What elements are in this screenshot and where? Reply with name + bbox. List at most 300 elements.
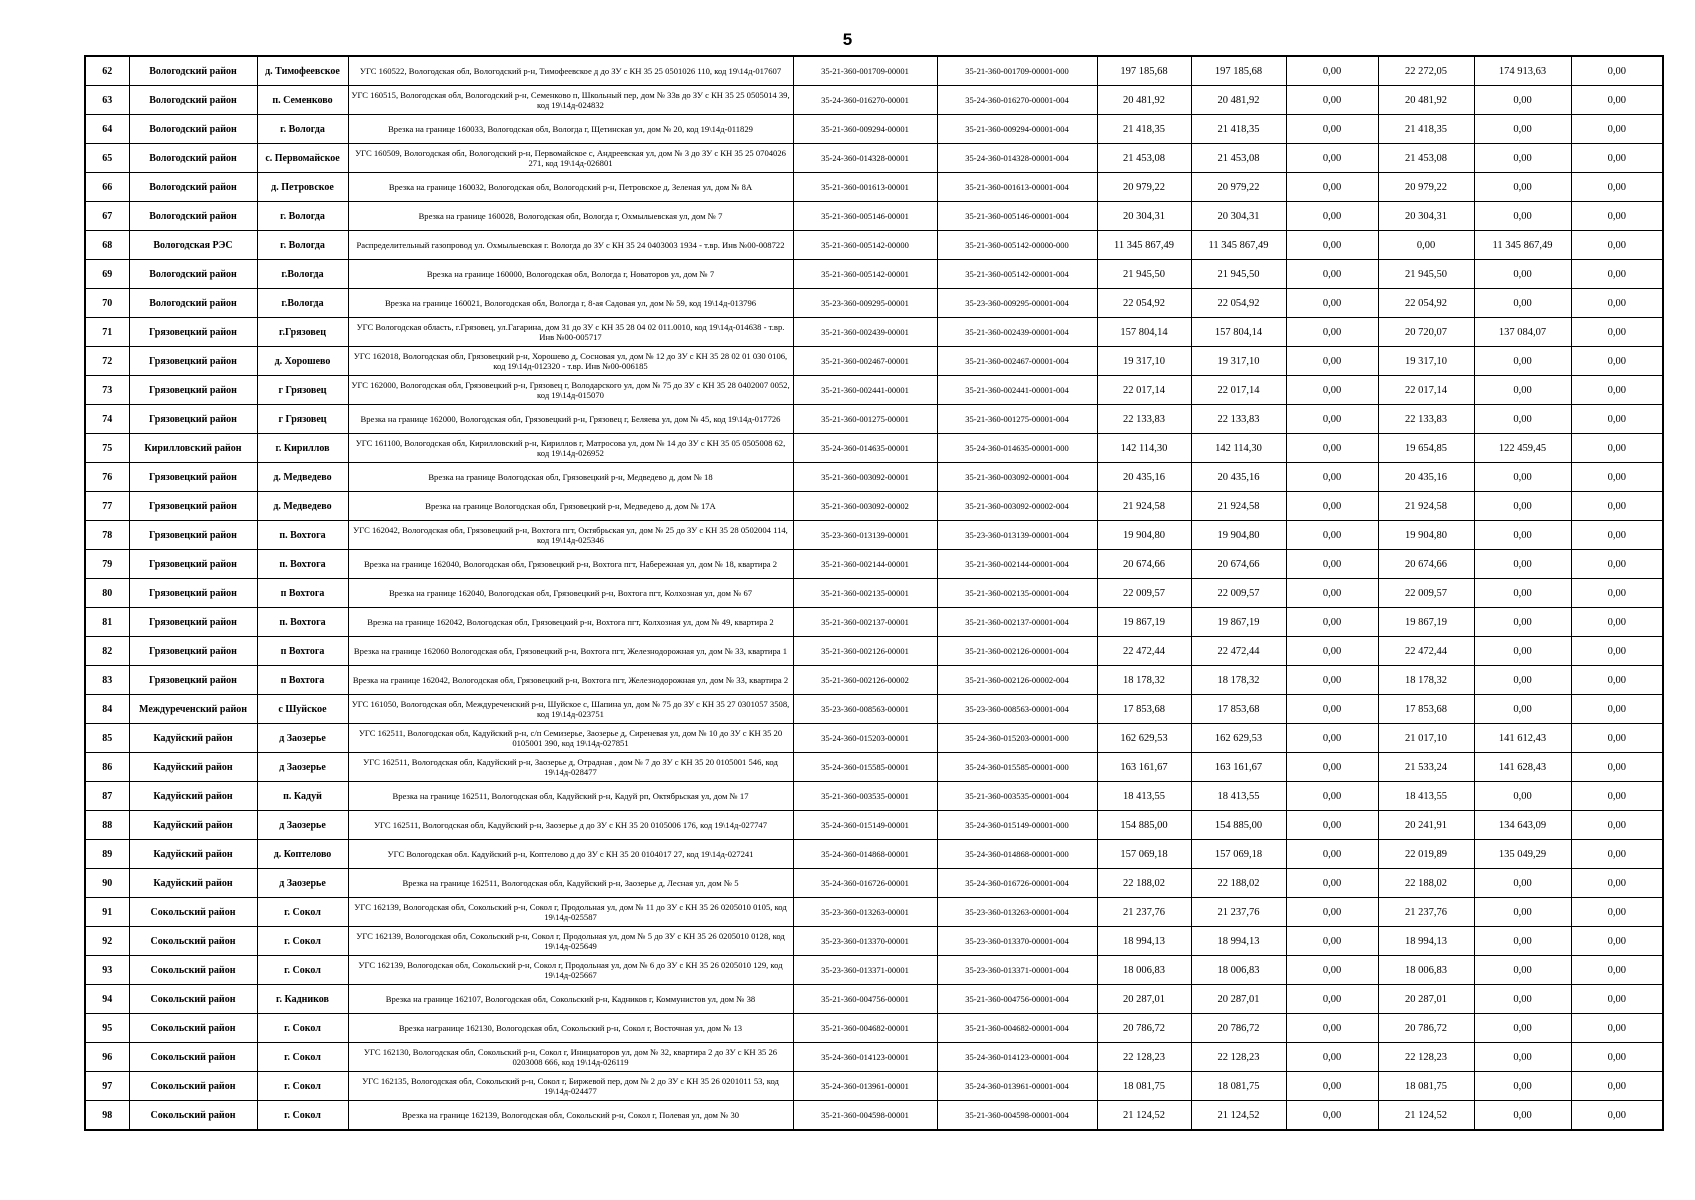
value-part-2-cell: 141 628,43	[1474, 753, 1571, 782]
row-number: 94	[85, 985, 129, 1014]
region-cell: Вологодский район	[129, 86, 257, 115]
value-part-2-cell: 0,00	[1474, 782, 1571, 811]
value-part-1-cell: 19 654,85	[1378, 434, 1474, 463]
object-code-cell: 35-23-360-009295-00001-004	[937, 289, 1097, 318]
value-part-1-cell: 20 304,31	[1378, 202, 1474, 231]
region-cell: Сокольский район	[129, 956, 257, 985]
inventory-code-cell: 35-23-360-013370-00001	[793, 927, 937, 956]
object-description-cell: УГС 162130, Вологодская обл, Сокольский р-н, Сокол г, Инициаторов ул, дом № 32, квартира 2 до ЗУ с КН 35 26 0203008 666, код 19\14д-026119	[348, 1043, 793, 1072]
initial-cost-cell: 154 885,00	[1097, 811, 1191, 840]
object-description-cell: УГС 162139, Вологодская обл, Сокольский р-н, Сокол г, Продольная ул, дом № 6 до ЗУ с КН 35 26 0205010 129, код 19\14д-025667	[348, 956, 793, 985]
value-part-1-cell: 21 533,24	[1378, 753, 1474, 782]
table-row	[85, 1014, 1663, 1043]
value-part-1-cell: 20 481,92	[1378, 86, 1474, 115]
table-row	[85, 753, 1663, 782]
locality-cell: г.Вологда	[257, 260, 348, 289]
object-code-cell: 35-21-360-005142-00000-000	[937, 231, 1097, 260]
inventory-code-cell: 35-21-360-002441-00001	[793, 376, 937, 405]
region-cell: Сокольский район	[129, 1014, 257, 1043]
region-cell: Грязовецкий район	[129, 405, 257, 434]
residual-value-cell: 0,00	[1571, 260, 1663, 289]
depreciation-cell: 0,00	[1286, 289, 1378, 318]
object-description-cell: Врезка награнице 162130, Вологодская обл, Сокольский р-н, Сокол г, Восточная ул, дом № 13	[348, 1014, 793, 1043]
object-code-cell: 35-23-360-013263-00001-004	[937, 898, 1097, 927]
initial-cost-cell: 22 017,14	[1097, 376, 1191, 405]
region-cell: Кадуйский район	[129, 724, 257, 753]
row-number: 67	[85, 202, 129, 231]
object-code-cell: 35-24-360-016270-00001-004	[937, 86, 1097, 115]
region-cell: Грязовецкий район	[129, 347, 257, 376]
object-code-cell: 35-23-360-013371-00001-004	[937, 956, 1097, 985]
object-description-cell: УГС 162135, Вологодская обл, Сокольский р-н, Сокол г, Биржевой пер, дом № 2 до ЗУ с КН 35 26 0201011 53, код 19\14д-024477	[348, 1072, 793, 1101]
residual-value-cell: 0,00	[1571, 289, 1663, 318]
value-part-1-cell: 21 945,50	[1378, 260, 1474, 289]
region-cell: Грязовецкий район	[129, 608, 257, 637]
row-number: 76	[85, 463, 129, 492]
depreciation-cell: 0,00	[1286, 56, 1378, 86]
inventory-code-cell: 35-21-360-003535-00001	[793, 782, 937, 811]
book-value-cell: 21 924,58	[1191, 492, 1286, 521]
initial-cost-cell: 11 345 867,49	[1097, 231, 1191, 260]
inventory-code-cell: 35-23-360-013263-00001	[793, 898, 937, 927]
value-part-2-cell: 174 913,63	[1474, 56, 1571, 86]
inventory-code-cell: 35-24-360-014328-00001	[793, 144, 937, 173]
book-value-cell: 17 853,68	[1191, 695, 1286, 724]
locality-cell: д. Хорошево	[257, 347, 348, 376]
value-part-2-cell: 0,00	[1474, 927, 1571, 956]
inventory-code-cell: 35-21-360-002439-00001	[793, 318, 937, 347]
residual-value-cell: 0,00	[1571, 985, 1663, 1014]
initial-cost-cell: 22 472,44	[1097, 637, 1191, 666]
object-code-cell: 35-21-360-002137-00001-004	[937, 608, 1097, 637]
residual-value-cell: 0,00	[1571, 724, 1663, 753]
book-value-cell: 21 124,52	[1191, 1101, 1286, 1131]
value-part-1-cell: 22 054,92	[1378, 289, 1474, 318]
inventory-code-cell: 35-23-360-013139-00001	[793, 521, 937, 550]
locality-cell: д Заозерье	[257, 811, 348, 840]
table-row	[85, 927, 1663, 956]
table-row	[85, 347, 1663, 376]
inventory-code-cell: 35-24-360-014868-00001	[793, 840, 937, 869]
value-part-2-cell: 0,00	[1474, 608, 1571, 637]
book-value-cell: 21 453,08	[1191, 144, 1286, 173]
value-part-1-cell: 18 994,13	[1378, 927, 1474, 956]
object-description-cell: Врезка на границе 162139, Вологодская обл, Сокольский р-н, Сокол г, Полевая ул, дом № 30	[348, 1101, 793, 1131]
row-number: 68	[85, 231, 129, 260]
depreciation-cell: 0,00	[1286, 405, 1378, 434]
table-row	[85, 202, 1663, 231]
object-description-cell: Врезка на границе 162040, Вологодская обл, Грязовецкий р-н, Вохтога пгт, Колхозная ул, дом № 67	[348, 579, 793, 608]
locality-cell: п Вохтога	[257, 637, 348, 666]
initial-cost-cell: 21 453,08	[1097, 144, 1191, 173]
region-cell: Грязовецкий район	[129, 637, 257, 666]
book-value-cell: 20 674,66	[1191, 550, 1286, 579]
locality-cell: г.Вологда	[257, 289, 348, 318]
row-number: 82	[85, 637, 129, 666]
depreciation-cell: 0,00	[1286, 86, 1378, 115]
object-description-cell: Врезка на границе 162511, Вологодская обл, Кадуйский р-н, Заозерье д, Лесная ул, дом № 5	[348, 869, 793, 898]
row-number: 66	[85, 173, 129, 202]
depreciation-cell: 0,00	[1286, 521, 1378, 550]
object-description-cell: УГС 162511, Вологодская обл, Кадуйский р-н, Заозерье д, Отрадная , дом № 7 до ЗУ с КН 35 20 0105001 546, код 19\14д-028477	[348, 753, 793, 782]
value-part-2-cell: 137 084,07	[1474, 318, 1571, 347]
row-number: 86	[85, 753, 129, 782]
value-part-1-cell: 21 017,10	[1378, 724, 1474, 753]
value-part-1-cell: 18 413,55	[1378, 782, 1474, 811]
residual-value-cell: 0,00	[1571, 1072, 1663, 1101]
value-part-1-cell: 22 472,44	[1378, 637, 1474, 666]
value-part-2-cell: 0,00	[1474, 579, 1571, 608]
inventory-code-cell: 35-21-360-004598-00001	[793, 1101, 937, 1131]
inventory-code-cell: 35-24-360-013961-00001	[793, 1072, 937, 1101]
value-part-1-cell: 22 017,14	[1378, 376, 1474, 405]
object-code-cell: 35-21-360-002439-00001-004	[937, 318, 1097, 347]
depreciation-cell: 0,00	[1286, 724, 1378, 753]
object-description-cell: Врезка на границе 162511, Вологодская обл, Кадуйский р-н, Кадуй рп, Октябрьская ул, дом № 17	[348, 782, 793, 811]
value-part-2-cell: 0,00	[1474, 521, 1571, 550]
region-cell: Вологодский район	[129, 144, 257, 173]
row-number: 69	[85, 260, 129, 289]
value-part-2-cell: 141 612,43	[1474, 724, 1571, 753]
depreciation-cell: 0,00	[1286, 347, 1378, 376]
locality-cell: г. Сокол	[257, 898, 348, 927]
value-part-2-cell: 0,00	[1474, 956, 1571, 985]
object-code-cell: 35-21-360-005142-00001-004	[937, 260, 1097, 289]
initial-cost-cell: 19 317,10	[1097, 347, 1191, 376]
value-part-1-cell: 18 006,83	[1378, 956, 1474, 985]
book-value-cell: 22 017,14	[1191, 376, 1286, 405]
locality-cell: д Заозерье	[257, 724, 348, 753]
object-code-cell: 35-21-360-005146-00001-004	[937, 202, 1097, 231]
locality-cell: д. Медведево	[257, 492, 348, 521]
depreciation-cell: 0,00	[1286, 811, 1378, 840]
initial-cost-cell: 22 133,83	[1097, 405, 1191, 434]
locality-cell: г. Сокол	[257, 1043, 348, 1072]
row-number: 74	[85, 405, 129, 434]
initial-cost-cell: 17 853,68	[1097, 695, 1191, 724]
depreciation-cell: 0,00	[1286, 144, 1378, 173]
depreciation-cell: 0,00	[1286, 492, 1378, 521]
object-code-cell: 35-21-360-001613-00001-004	[937, 173, 1097, 202]
row-number: 83	[85, 666, 129, 695]
depreciation-cell: 0,00	[1286, 550, 1378, 579]
locality-cell: п. Вохтога	[257, 550, 348, 579]
table-row	[85, 724, 1663, 753]
value-part-1-cell: 20 241,91	[1378, 811, 1474, 840]
object-code-cell: 35-21-360-003535-00001-004	[937, 782, 1097, 811]
value-part-1-cell: 22 009,57	[1378, 579, 1474, 608]
value-part-2-cell: 122 459,45	[1474, 434, 1571, 463]
locality-cell: д. Тимофеевское	[257, 56, 348, 86]
assets-table	[84, 55, 1664, 1131]
table-row	[85, 956, 1663, 985]
value-part-1-cell: 21 124,52	[1378, 1101, 1474, 1131]
row-number: 81	[85, 608, 129, 637]
value-part-2-cell: 0,00	[1474, 376, 1571, 405]
table-row	[85, 463, 1663, 492]
table-row	[85, 579, 1663, 608]
object-description-cell: Врезка на границе 162107, Вологодская обл, Сокольский р-н, Кадников г, Коммунистов ул, дом № 38	[348, 985, 793, 1014]
initial-cost-cell: 18 081,75	[1097, 1072, 1191, 1101]
depreciation-cell: 0,00	[1286, 463, 1378, 492]
table-row	[85, 260, 1663, 289]
locality-cell: п. Вохтога	[257, 608, 348, 637]
value-part-2-cell: 0,00	[1474, 869, 1571, 898]
row-number: 93	[85, 956, 129, 985]
region-cell: Грязовецкий район	[129, 666, 257, 695]
inventory-code-cell: 35-21-360-001275-00001	[793, 405, 937, 434]
book-value-cell: 11 345 867,49	[1191, 231, 1286, 260]
table-row	[85, 56, 1663, 86]
row-number: 89	[85, 840, 129, 869]
locality-cell: г. Вологда	[257, 115, 348, 144]
residual-value-cell: 0,00	[1571, 869, 1663, 898]
value-part-2-cell: 0,00	[1474, 173, 1571, 202]
object-code-cell: 35-24-360-014328-00001-004	[937, 144, 1097, 173]
object-description-cell: УГС 161100, Вологодская обл, Кирилловский р-н, Кириллов г, Матросова ул, дом № 14 до ЗУ с КН 35 05 0505008 62, код 19\14д-026952	[348, 434, 793, 463]
region-cell: Вологодская РЭС	[129, 231, 257, 260]
value-part-2-cell: 0,00	[1474, 347, 1571, 376]
initial-cost-cell: 20 786,72	[1097, 1014, 1191, 1043]
depreciation-cell: 0,00	[1286, 318, 1378, 347]
value-part-2-cell: 134 643,09	[1474, 811, 1571, 840]
initial-cost-cell: 163 161,67	[1097, 753, 1191, 782]
depreciation-cell: 0,00	[1286, 1101, 1378, 1131]
book-value-cell: 22 472,44	[1191, 637, 1286, 666]
depreciation-cell: 0,00	[1286, 1072, 1378, 1101]
inventory-code-cell: 35-21-360-004756-00001	[793, 985, 937, 1014]
book-value-cell: 18 081,75	[1191, 1072, 1286, 1101]
value-part-2-cell: 0,00	[1474, 260, 1571, 289]
initial-cost-cell: 21 124,52	[1097, 1101, 1191, 1131]
object-code-cell: 35-23-360-008563-00001-004	[937, 695, 1097, 724]
table-row	[85, 666, 1663, 695]
residual-value-cell: 0,00	[1571, 115, 1663, 144]
region-cell: Сокольский район	[129, 927, 257, 956]
residual-value-cell: 0,00	[1571, 1043, 1663, 1072]
value-part-2-cell: 0,00	[1474, 1101, 1571, 1131]
value-part-2-cell: 11 345 867,49	[1474, 231, 1571, 260]
residual-value-cell: 0,00	[1571, 782, 1663, 811]
residual-value-cell: 0,00	[1571, 637, 1663, 666]
row-number: 78	[85, 521, 129, 550]
depreciation-cell: 0,00	[1286, 927, 1378, 956]
value-part-1-cell: 22 272,05	[1378, 56, 1474, 86]
value-part-1-cell: 20 720,07	[1378, 318, 1474, 347]
inventory-code-cell: 35-24-360-015585-00001	[793, 753, 937, 782]
book-value-cell: 20 304,31	[1191, 202, 1286, 231]
value-part-2-cell: 0,00	[1474, 550, 1571, 579]
object-code-cell: 35-21-360-002135-00001-004	[937, 579, 1097, 608]
inventory-code-cell: 35-21-360-002126-00002	[793, 666, 937, 695]
initial-cost-cell: 18 006,83	[1097, 956, 1191, 985]
locality-cell: г. Сокол	[257, 956, 348, 985]
region-cell: Кадуйский район	[129, 840, 257, 869]
object-description-cell: Распределительный газопровод ул. Охмылыевская г. Вологда до ЗУ с КН 35 24 0403003 1934 - т.вр. Инв №00-008722	[348, 231, 793, 260]
book-value-cell: 22 054,92	[1191, 289, 1286, 318]
inventory-code-cell: 35-21-360-001709-00001	[793, 56, 937, 86]
object-description-cell: Врезка на границе Вологодская обл, Грязовецкий р-н, Медведево д, дом № 17А	[348, 492, 793, 521]
value-part-1-cell: 20 674,66	[1378, 550, 1474, 579]
book-value-cell: 21 418,35	[1191, 115, 1286, 144]
row-number: 96	[85, 1043, 129, 1072]
table-row	[85, 1043, 1663, 1072]
row-number: 77	[85, 492, 129, 521]
table-row	[85, 1072, 1663, 1101]
row-number: 73	[85, 376, 129, 405]
initial-cost-cell: 21 237,76	[1097, 898, 1191, 927]
residual-value-cell: 0,00	[1571, 666, 1663, 695]
initial-cost-cell: 20 287,01	[1097, 985, 1191, 1014]
initial-cost-cell: 197 185,68	[1097, 56, 1191, 86]
depreciation-cell: 0,00	[1286, 173, 1378, 202]
residual-value-cell: 0,00	[1571, 347, 1663, 376]
initial-cost-cell: 21 418,35	[1097, 115, 1191, 144]
object-code-cell: 35-21-360-003092-00002-004	[937, 492, 1097, 521]
object-description-cell: Врезка на границе 160000, Вологодская обл, Вологда г, Новаторов ул, дом № 7	[348, 260, 793, 289]
row-number: 75	[85, 434, 129, 463]
inventory-code-cell: 35-21-360-002135-00001	[793, 579, 937, 608]
value-part-1-cell: 22 133,83	[1378, 405, 1474, 434]
value-part-1-cell: 20 786,72	[1378, 1014, 1474, 1043]
initial-cost-cell: 22 054,92	[1097, 289, 1191, 318]
inventory-code-cell: 35-21-360-004682-00001	[793, 1014, 937, 1043]
depreciation-cell: 0,00	[1286, 231, 1378, 260]
inventory-code-cell: 35-24-360-015203-00001	[793, 724, 937, 753]
value-part-2-cell: 0,00	[1474, 666, 1571, 695]
row-number: 62	[85, 56, 129, 86]
object-code-cell: 35-21-360-001275-00001-004	[937, 405, 1097, 434]
locality-cell: г. Вологда	[257, 202, 348, 231]
table-row	[85, 1101, 1663, 1131]
region-cell: Вологодский район	[129, 56, 257, 86]
object-code-cell: 35-21-360-004598-00001-004	[937, 1101, 1097, 1131]
book-value-cell: 20 979,22	[1191, 173, 1286, 202]
row-number: 64	[85, 115, 129, 144]
value-part-2-cell: 135 049,29	[1474, 840, 1571, 869]
residual-value-cell: 0,00	[1571, 840, 1663, 869]
value-part-1-cell: 20 979,22	[1378, 173, 1474, 202]
object-code-cell: 35-24-360-015149-00001-000	[937, 811, 1097, 840]
object-description-cell: УГС 162018, Вологодская обл, Грязовецкий р-н, Хорошево д, Сосновая ул, дом № 12 до ЗУ с КН 35 28 02 01 030 0106, код 19\14д-012320 - т.вр. Инв №00-006185	[348, 347, 793, 376]
initial-cost-cell: 21 924,58	[1097, 492, 1191, 521]
book-value-cell: 22 133,83	[1191, 405, 1286, 434]
value-part-1-cell: 21 237,76	[1378, 898, 1474, 927]
table-row	[85, 840, 1663, 869]
locality-cell: г.Грязовец	[257, 318, 348, 347]
table-row	[85, 173, 1663, 202]
locality-cell: д. Коптелово	[257, 840, 348, 869]
object-description-cell: Врезка на границе Вологодская обл, Грязовецкий р-н, Медведево д, дом № 18	[348, 463, 793, 492]
value-part-2-cell: 0,00	[1474, 115, 1571, 144]
table-row	[85, 318, 1663, 347]
value-part-2-cell: 0,00	[1474, 202, 1571, 231]
book-value-cell: 19 317,10	[1191, 347, 1286, 376]
value-part-2-cell: 0,00	[1474, 985, 1571, 1014]
value-part-2-cell: 0,00	[1474, 463, 1571, 492]
value-part-2-cell: 0,00	[1474, 1014, 1571, 1043]
depreciation-cell: 0,00	[1286, 898, 1378, 927]
residual-value-cell: 0,00	[1571, 1014, 1663, 1043]
value-part-2-cell: 0,00	[1474, 144, 1571, 173]
book-value-cell: 20 481,92	[1191, 86, 1286, 115]
inventory-code-cell: 35-24-360-015149-00001	[793, 811, 937, 840]
region-cell: Вологодский район	[129, 202, 257, 231]
inventory-code-cell: 35-23-360-008563-00001	[793, 695, 937, 724]
region-cell: Вологодский район	[129, 115, 257, 144]
object-description-cell: УГС 160509, Вологодская обл, Вологодский р-н, Первомайское с, Андреевская ул, дом № 3 до ЗУ с КН 35 25 0704026 271, код 19\14д-026801	[348, 144, 793, 173]
initial-cost-cell: 20 435,16	[1097, 463, 1191, 492]
initial-cost-cell: 20 979,22	[1097, 173, 1191, 202]
table-row	[85, 985, 1663, 1014]
row-number: 95	[85, 1014, 129, 1043]
row-number: 84	[85, 695, 129, 724]
depreciation-cell: 0,00	[1286, 666, 1378, 695]
depreciation-cell: 0,00	[1286, 376, 1378, 405]
residual-value-cell: 0,00	[1571, 492, 1663, 521]
initial-cost-cell: 19 904,80	[1097, 521, 1191, 550]
row-number: 70	[85, 289, 129, 318]
table-row	[85, 898, 1663, 927]
residual-value-cell: 0,00	[1571, 695, 1663, 724]
initial-cost-cell: 18 413,55	[1097, 782, 1191, 811]
row-number: 87	[85, 782, 129, 811]
inventory-code-cell: 35-23-360-013371-00001	[793, 956, 937, 985]
initial-cost-cell: 22 188,02	[1097, 869, 1191, 898]
value-part-1-cell: 19 867,19	[1378, 608, 1474, 637]
locality-cell: г. Сокол	[257, 1101, 348, 1131]
locality-cell: д. Петровское	[257, 173, 348, 202]
locality-cell: п Вохтога	[257, 666, 348, 695]
inventory-code-cell: 35-21-360-005142-00001	[793, 260, 937, 289]
residual-value-cell: 0,00	[1571, 173, 1663, 202]
book-value-cell: 18 178,32	[1191, 666, 1286, 695]
object-description-cell: УГС Вологодская обл. Кадуйский р-н, Коптелово д до ЗУ с КН 35 20 0104017 27, код 19\14д-027241	[348, 840, 793, 869]
region-cell: Грязовецкий район	[129, 463, 257, 492]
book-value-cell: 18 413,55	[1191, 782, 1286, 811]
value-part-1-cell: 21 418,35	[1378, 115, 1474, 144]
object-description-cell: УГС 162511, Вологодская обл, Кадуйский р-н, Заозерье д до ЗУ с КН 35 20 0105006 176, код 19\14д-027747	[348, 811, 793, 840]
object-code-cell: 35-21-360-002126-00001-004	[937, 637, 1097, 666]
object-description-cell: Врезка на границе 160032, Вологодская обл, Вологодский р-н, Петровское д, Зеленая ул, дом № 8А	[348, 173, 793, 202]
region-cell: Грязовецкий район	[129, 492, 257, 521]
value-part-1-cell: 19 317,10	[1378, 347, 1474, 376]
row-number: 65	[85, 144, 129, 173]
object-code-cell: 35-21-360-009294-00001-004	[937, 115, 1097, 144]
initial-cost-cell: 19 867,19	[1097, 608, 1191, 637]
region-cell: Вологодский район	[129, 173, 257, 202]
initial-cost-cell: 18 994,13	[1097, 927, 1191, 956]
value-part-1-cell: 18 178,32	[1378, 666, 1474, 695]
row-number: 79	[85, 550, 129, 579]
table-row	[85, 144, 1663, 173]
table-row	[85, 521, 1663, 550]
object-code-cell: 35-24-360-015203-00001-000	[937, 724, 1097, 753]
value-part-2-cell: 0,00	[1474, 492, 1571, 521]
row-number: 72	[85, 347, 129, 376]
residual-value-cell: 0,00	[1571, 898, 1663, 927]
region-cell: Вологодский район	[129, 289, 257, 318]
value-part-1-cell: 17 853,68	[1378, 695, 1474, 724]
depreciation-cell: 0,00	[1286, 115, 1378, 144]
region-cell: Сокольский район	[129, 1101, 257, 1131]
object-description-cell: УГС 162139, Вологодская обл, Сокольский р-н, Сокол г, Продольная ул, дом № 5 до ЗУ с КН 35 26 0205010 0128, код 19\14д-025649	[348, 927, 793, 956]
value-part-1-cell: 0,00	[1378, 231, 1474, 260]
inventory-code-cell: 35-24-360-016270-00001	[793, 86, 937, 115]
value-part-1-cell: 22 128,23	[1378, 1043, 1474, 1072]
region-cell: Кадуйский район	[129, 869, 257, 898]
inventory-code-cell: 35-21-360-002126-00001	[793, 637, 937, 666]
